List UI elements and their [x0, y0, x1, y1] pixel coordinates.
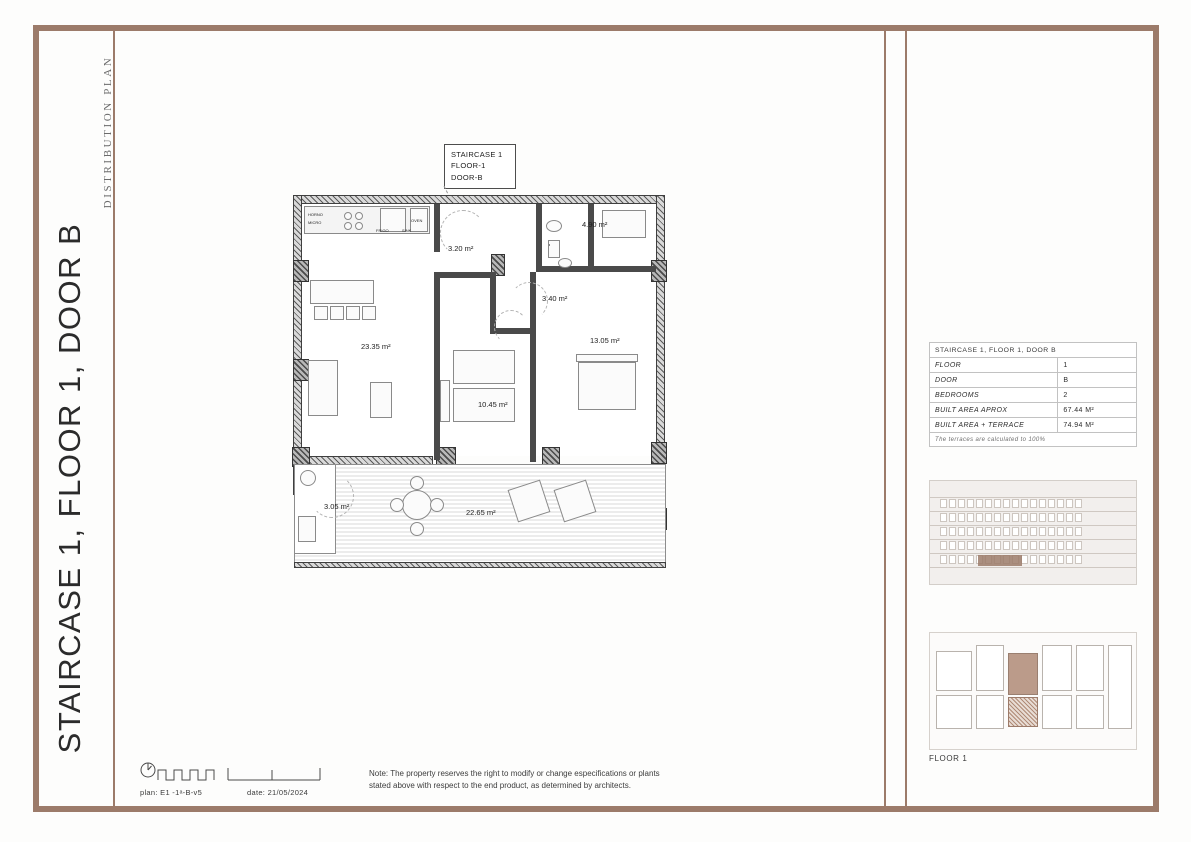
terrace-table [402, 490, 432, 520]
table-row [930, 388, 1137, 403]
key-plan-highlight-terrace [1008, 697, 1038, 727]
dining-table [310, 280, 374, 304]
disclaimer-line-1: Note: The property reserves the right to modify or change especifications or plants [369, 769, 660, 778]
dining-chair-2 [330, 306, 344, 320]
elevation-highlight [978, 555, 1022, 566]
kitchen-label-micro: MICRO [308, 220, 322, 225]
info-key-door: DOOR [930, 373, 1058, 388]
sofa [308, 360, 338, 416]
table-row [930, 433, 1137, 447]
bathroom-2-area: 4.90 m² [582, 220, 608, 229]
living-area: 23.35 m² [361, 342, 391, 351]
dining-chair-1 [314, 306, 328, 320]
dining-chair-4 [362, 306, 376, 320]
kitchen-label-ovn: OVEN [411, 218, 423, 223]
bed-main [578, 362, 636, 410]
bath2-wc [548, 244, 550, 246]
door-swing-entry [440, 210, 486, 256]
bed-2 [453, 350, 515, 384]
building-elevation-image [929, 480, 1137, 585]
column-1 [293, 260, 309, 282]
info-key-built-area: BUILT AREA APROX [930, 403, 1058, 418]
utility-area: 3.05 m² [324, 502, 350, 511]
bedroom-main-area: 13.05 m² [590, 336, 620, 345]
key-plan-image [929, 632, 1137, 750]
bath-sink [546, 220, 562, 232]
callout-line-3: DOOR-B [451, 172, 483, 182]
frame-divider-right-a [884, 25, 886, 812]
plan-date: date: 21/05/2024 [247, 788, 309, 797]
bath-shower [602, 210, 646, 238]
terrace-wall-bottom [294, 562, 666, 568]
bedroom-2-area: 10.45 m² [478, 400, 508, 409]
partition-8 [536, 266, 656, 272]
bed-main-headboard [576, 354, 638, 362]
kitchen-hob-burner-3 [344, 222, 352, 230]
partition-3 [434, 272, 496, 278]
key-plan-highlight-unit [1008, 653, 1038, 695]
unit-info-table [929, 342, 1137, 447]
door-swing-bed2 [494, 310, 528, 344]
kitchen-label-sink: SINK [402, 228, 412, 233]
kitchen-hob-burner-1 [344, 212, 352, 220]
disclaimer-line-2: stated above with respect to the end product, as determined by architects. [369, 780, 631, 790]
plan-code: plan: E1 -1ᵃ-B-v5 [140, 788, 203, 797]
terrace-chair-3 [390, 498, 404, 512]
info-key-floor: FLOOR [930, 358, 1058, 373]
info-key-built-terrace: BUILT AREA + TERRACE [930, 418, 1058, 433]
frame-bar-bottom [33, 806, 1159, 812]
table-row [930, 373, 1137, 388]
frame-divider-right-b [905, 25, 907, 812]
info-table-header: STAIRCASE 1, FLOOR 1, DOOR B [930, 343, 1137, 358]
info-val-door: B [1058, 373, 1137, 388]
scale-bar [140, 762, 340, 786]
utility-shelf [298, 516, 316, 542]
wall-top [293, 195, 665, 204]
page-title: STAIRCASE 1, FLOOR 1, DOOR B [52, 222, 87, 754]
right-panel [910, 32, 1152, 804]
table-row [930, 358, 1137, 373]
page-subtitle: DISTRIBUTION PLAN [102, 55, 114, 209]
column-5 [651, 442, 667, 464]
frame-bar-top [33, 25, 1159, 31]
frame-bar-right [1153, 25, 1159, 812]
column-2 [293, 359, 309, 381]
partition-1 [434, 204, 440, 252]
frame-bar-left [33, 25, 39, 812]
info-val-built-terrace: 74.94 M² [1058, 418, 1137, 433]
partition-7 [536, 204, 542, 272]
info-val-floor: 1 [1058, 358, 1137, 373]
info-key-bedrooms: BEDROOMS [930, 388, 1058, 403]
terrace-area: 22.65 m² [466, 508, 496, 517]
terrace-chair-4 [430, 498, 444, 512]
floor-plan [118, 32, 880, 804]
kitchen-area: 3.20 m² [448, 244, 474, 253]
info-val-built-area: 67.44 M² [1058, 403, 1137, 418]
kitchen-hob-burner-2 [355, 212, 363, 220]
info-val-bedrooms: 2 [1058, 388, 1137, 403]
coffee-table [370, 382, 392, 418]
partition-9 [588, 204, 594, 266]
table-row [930, 418, 1137, 433]
partition-2 [434, 272, 440, 460]
kitchen-label-oven: HORNO [308, 212, 323, 217]
kitchen-label-fridge: FRIGO [376, 228, 389, 233]
bath2-sink [558, 258, 572, 268]
door-swing-terrace [310, 474, 354, 518]
dining-chair-3 [346, 306, 360, 320]
info-table-note: The terraces are calculated to 100% [930, 433, 1137, 447]
disclaimer [369, 768, 789, 791]
callout-line-1: STAIRCASE 1 [451, 150, 503, 159]
bath-wc [548, 240, 560, 258]
callout-line-2: FLOOR-1 [451, 161, 486, 171]
wardrobe-2 [440, 380, 450, 422]
terrace-chair-1 [410, 476, 424, 490]
key-plan-label: FLOOR 1 [929, 754, 968, 763]
info-table-header-row [930, 343, 1137, 358]
table-row [930, 403, 1137, 418]
hall-area: 3.40 m² [542, 294, 568, 303]
terrace-chair-2 [410, 522, 424, 536]
kitchen-hob-burner-4 [355, 222, 363, 230]
